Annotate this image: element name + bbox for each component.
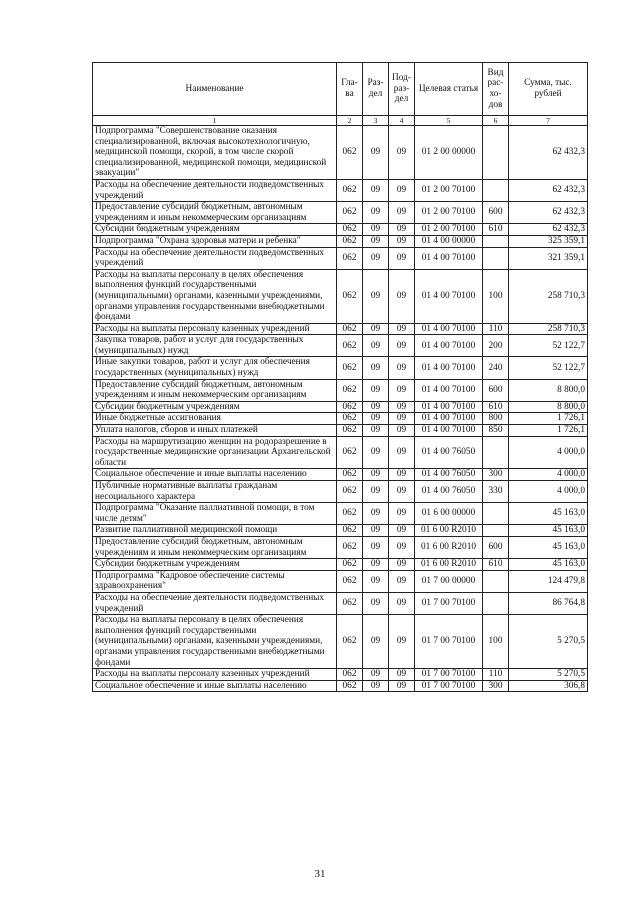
table-row bbox=[93, 615, 588, 669]
cell-sum: 62 432,3 bbox=[509, 224, 588, 236]
cell-podrazdel: 09 bbox=[389, 335, 415, 357]
cell-sum: 8 800,0 bbox=[509, 401, 588, 413]
cell-podrazdel: 09 bbox=[389, 615, 415, 669]
cell-sum: 52 122,7 bbox=[509, 335, 588, 357]
cell-glava: 062 bbox=[337, 401, 363, 413]
cell-vid: 600 bbox=[483, 379, 509, 401]
header-podrazdel: Под-раз-дел bbox=[389, 63, 415, 116]
cell-podrazdel: 09 bbox=[389, 269, 415, 323]
cell-razdel: 09 bbox=[363, 469, 389, 481]
cell-podrazdel: 09 bbox=[389, 525, 415, 537]
cell-podrazdel: 09 bbox=[389, 559, 415, 571]
table-row bbox=[93, 357, 588, 379]
cell-vid: 100 bbox=[483, 615, 509, 669]
cell-vid bbox=[483, 525, 509, 537]
cell-target: 01 4 00 76050 bbox=[415, 469, 483, 481]
cell-glava: 062 bbox=[337, 235, 363, 247]
cell-podrazdel: 09 bbox=[389, 202, 415, 224]
header-target: Целевая статья bbox=[415, 63, 483, 116]
table-row bbox=[93, 401, 588, 413]
table-row bbox=[93, 525, 588, 537]
cell-vid: 610 bbox=[483, 401, 509, 413]
cell-glava: 062 bbox=[337, 413, 363, 425]
cell-razdel: 09 bbox=[363, 224, 389, 236]
cell-podrazdel: 09 bbox=[389, 536, 415, 558]
table-row bbox=[93, 680, 588, 692]
cell-podrazdel: 09 bbox=[389, 179, 415, 201]
cell-target: 01 4 00 76050 bbox=[415, 481, 483, 503]
cell-name: Расходы на выплаты персоналу казенных учреждений bbox=[93, 323, 337, 335]
cell-razdel: 09 bbox=[363, 436, 389, 469]
cell-podrazdel: 09 bbox=[389, 357, 415, 379]
budget-table bbox=[92, 62, 588, 692]
cell-name: Закупка товаров, работ и услуг для государственных (муниципальных) нужд bbox=[93, 335, 337, 357]
table-row bbox=[93, 536, 588, 558]
cell-name: Подпрограмма "Охрана здоровья матери и ребенка" bbox=[93, 235, 337, 247]
table-row bbox=[93, 481, 588, 503]
cell-vid bbox=[483, 247, 509, 269]
cell-podrazdel: 09 bbox=[389, 401, 415, 413]
cell-podrazdel: 09 bbox=[389, 425, 415, 437]
table-row bbox=[93, 202, 588, 224]
cell-sum: 4 000,0 bbox=[509, 481, 588, 503]
cell-sum: 306,8 bbox=[509, 680, 588, 692]
cell-name: Субсидии бюджетным учреждениям bbox=[93, 401, 337, 413]
cell-razdel: 09 bbox=[363, 481, 389, 503]
column-number-row bbox=[93, 116, 588, 126]
cell-vid bbox=[483, 503, 509, 525]
table-row bbox=[93, 469, 588, 481]
cell-target: 01 4 00 70100 bbox=[415, 425, 483, 437]
table-row bbox=[93, 323, 588, 335]
cell-target: 01 6 00 R2010 bbox=[415, 536, 483, 558]
cell-target: 01 4 00 70100 bbox=[415, 401, 483, 413]
cell-glava: 062 bbox=[337, 379, 363, 401]
cell-glava: 062 bbox=[337, 669, 363, 681]
cell-name: Публичные нормативные выплаты гражданам несоциального характера bbox=[93, 481, 337, 503]
header-row bbox=[93, 63, 588, 116]
table-row bbox=[93, 379, 588, 401]
cell-sum: 124 479,8 bbox=[509, 570, 588, 592]
cell-sum: 258 710,3 bbox=[509, 323, 588, 335]
cell-vid bbox=[483, 126, 509, 180]
cell-razdel: 09 bbox=[363, 357, 389, 379]
cell-razdel: 09 bbox=[363, 570, 389, 592]
table-row bbox=[93, 592, 588, 614]
cell-podrazdel: 09 bbox=[389, 323, 415, 335]
cell-glava: 062 bbox=[337, 503, 363, 525]
cell-glava: 062 bbox=[337, 323, 363, 335]
cell-sum: 45 163,0 bbox=[509, 559, 588, 571]
table-row bbox=[93, 436, 588, 469]
cell-name: Предоставление субсидий бюджетным, автономным учреждениям и иным некоммерческим организациям bbox=[93, 536, 337, 558]
cell-glava: 062 bbox=[337, 570, 363, 592]
cell-razdel: 09 bbox=[363, 269, 389, 323]
cell-target: 01 4 00 70100 bbox=[415, 247, 483, 269]
cell-razdel: 09 bbox=[363, 179, 389, 201]
cell-target: 01 4 00 00000 bbox=[415, 235, 483, 247]
cell-name: Иные закупки товаров, работ и услуг для обеспечения государственных (муниципальных) нужд bbox=[93, 357, 337, 379]
cell-razdel: 09 bbox=[363, 680, 389, 692]
table-row bbox=[93, 570, 588, 592]
cell-razdel: 09 bbox=[363, 559, 389, 571]
cell-podrazdel: 09 bbox=[389, 247, 415, 269]
cell-sum: 62 432,3 bbox=[509, 179, 588, 201]
table-row bbox=[93, 247, 588, 269]
cell-razdel: 09 bbox=[363, 669, 389, 681]
header-sum: Сумма, тыс. рублей bbox=[509, 63, 588, 116]
cell-target: 01 4 00 70100 bbox=[415, 323, 483, 335]
cell-name: Социальное обеспечение и иные выплаты населению bbox=[93, 680, 337, 692]
cell-glava: 062 bbox=[337, 179, 363, 201]
cell-podrazdel: 09 bbox=[389, 481, 415, 503]
table-row bbox=[93, 425, 588, 437]
cell-target: 01 7 00 70100 bbox=[415, 592, 483, 614]
column-number: 5 bbox=[415, 116, 483, 126]
table-row bbox=[93, 559, 588, 571]
cell-name: Субсидии бюджетным учреждениям bbox=[93, 559, 337, 571]
cell-vid bbox=[483, 570, 509, 592]
cell-podrazdel: 09 bbox=[389, 436, 415, 469]
cell-vid: 600 bbox=[483, 536, 509, 558]
table-row bbox=[93, 269, 588, 323]
cell-vid: 610 bbox=[483, 224, 509, 236]
cell-sum: 258 710,3 bbox=[509, 269, 588, 323]
cell-glava: 062 bbox=[337, 615, 363, 669]
cell-podrazdel: 09 bbox=[389, 680, 415, 692]
cell-name: Социальное обеспечение и иные выплаты населению bbox=[93, 469, 337, 481]
cell-glava: 062 bbox=[337, 357, 363, 379]
table-row bbox=[93, 179, 588, 201]
cell-podrazdel: 09 bbox=[389, 379, 415, 401]
cell-name: Расходы на обеспечение деятельности подведомственных учреждений bbox=[93, 179, 337, 201]
cell-sum: 1 726,1 bbox=[509, 413, 588, 425]
cell-target: 01 6 00 R2010 bbox=[415, 559, 483, 571]
cell-podrazdel: 09 bbox=[389, 669, 415, 681]
cell-sum: 62 432,3 bbox=[509, 202, 588, 224]
cell-target: 01 4 00 70100 bbox=[415, 269, 483, 323]
cell-target: 01 7 00 70100 bbox=[415, 669, 483, 681]
cell-vid: 610 bbox=[483, 559, 509, 571]
cell-podrazdel: 09 bbox=[389, 469, 415, 481]
cell-glava: 062 bbox=[337, 592, 363, 614]
cell-vid: 300 bbox=[483, 469, 509, 481]
cell-razdel: 09 bbox=[363, 413, 389, 425]
table-row bbox=[93, 669, 588, 681]
cell-glava: 062 bbox=[337, 126, 363, 180]
cell-sum: 321 359,1 bbox=[509, 247, 588, 269]
cell-name: Подпрограмма "Совершенствование оказания специализированной, включая высокотехнологичную, медицинской помощи, скорой, в том числе скорой специализированной, медицинской помощи, медицинской эвакуации" bbox=[93, 126, 337, 180]
cell-target: 01 4 00 70100 bbox=[415, 413, 483, 425]
table-row bbox=[93, 503, 588, 525]
cell-glava: 062 bbox=[337, 202, 363, 224]
header-vid: Вид рас-хо-дов bbox=[483, 63, 509, 116]
header-glava: Гла-ва bbox=[337, 63, 363, 116]
cell-sum: 45 163,0 bbox=[509, 525, 588, 537]
cell-sum: 5 270,5 bbox=[509, 615, 588, 669]
cell-vid: 240 bbox=[483, 357, 509, 379]
cell-glava: 062 bbox=[337, 436, 363, 469]
cell-vid bbox=[483, 592, 509, 614]
cell-name: Подпрограмма "Кадровое обеспечение системы здравоохранения" bbox=[93, 570, 337, 592]
cell-vid: 110 bbox=[483, 323, 509, 335]
cell-sum: 45 163,0 bbox=[509, 536, 588, 558]
cell-target: 01 7 00 70100 bbox=[415, 615, 483, 669]
cell-glava: 062 bbox=[337, 469, 363, 481]
table-row bbox=[93, 335, 588, 357]
cell-razdel: 09 bbox=[363, 536, 389, 558]
cell-vid: 300 bbox=[483, 680, 509, 692]
cell-podrazdel: 09 bbox=[389, 413, 415, 425]
cell-razdel: 09 bbox=[363, 425, 389, 437]
cell-target: 01 2 00 70100 bbox=[415, 179, 483, 201]
cell-razdel: 09 bbox=[363, 525, 389, 537]
cell-sum: 5 270,5 bbox=[509, 669, 588, 681]
header-razdel: Раз-дел bbox=[363, 63, 389, 116]
cell-target: 01 6 00 R2010 bbox=[415, 525, 483, 537]
header-name: Наименование bbox=[93, 63, 337, 116]
cell-glava: 062 bbox=[337, 269, 363, 323]
column-number: 6 bbox=[483, 116, 509, 126]
cell-vid: 600 bbox=[483, 202, 509, 224]
column-number: 3 bbox=[363, 116, 389, 126]
cell-name: Уплата налогов, сборов и иных платежей bbox=[93, 425, 337, 437]
cell-name: Развитие паллиативной медицинской помощи bbox=[93, 525, 337, 537]
cell-sum: 4 000,0 bbox=[509, 436, 588, 469]
cell-sum: 8 800,0 bbox=[509, 379, 588, 401]
cell-target: 01 2 00 70100 bbox=[415, 202, 483, 224]
cell-glava: 062 bbox=[337, 425, 363, 437]
cell-glava: 062 bbox=[337, 481, 363, 503]
cell-target: 01 2 00 70100 bbox=[415, 224, 483, 236]
cell-name: Расходы на выплаты персоналу казенных учреждений bbox=[93, 669, 337, 681]
cell-sum: 1 726,1 bbox=[509, 425, 588, 437]
cell-razdel: 09 bbox=[363, 126, 389, 180]
cell-name: Расходы на выплаты персоналу в целях обеспечения выполнения функций государственными (муниципальными) органами, казенными учреждениями, органами управления государственными внебюджетными фондами bbox=[93, 269, 337, 323]
cell-razdel: 09 bbox=[363, 615, 389, 669]
cell-sum: 52 122,7 bbox=[509, 357, 588, 379]
cell-razdel: 09 bbox=[363, 323, 389, 335]
cell-glava: 062 bbox=[337, 525, 363, 537]
cell-podrazdel: 09 bbox=[389, 503, 415, 525]
table-row bbox=[93, 224, 588, 236]
cell-target: 01 4 00 70100 bbox=[415, 379, 483, 401]
column-number: 7 bbox=[509, 116, 588, 126]
cell-target: 01 4 00 76050 bbox=[415, 436, 483, 469]
cell-razdel: 09 bbox=[363, 503, 389, 525]
page-number: 31 bbox=[314, 868, 326, 880]
cell-vid: 200 bbox=[483, 335, 509, 357]
cell-razdel: 09 bbox=[363, 202, 389, 224]
cell-podrazdel: 09 bbox=[389, 126, 415, 180]
cell-razdel: 09 bbox=[363, 335, 389, 357]
cell-vid: 110 bbox=[483, 669, 509, 681]
cell-razdel: 09 bbox=[363, 235, 389, 247]
cell-name: Расходы на обеспечение деятельности подведомственных учреждений bbox=[93, 247, 337, 269]
cell-vid bbox=[483, 235, 509, 247]
cell-vid: 850 bbox=[483, 425, 509, 437]
cell-vid: 100 bbox=[483, 269, 509, 323]
cell-name: Субсидии бюджетным учреждениям bbox=[93, 224, 337, 236]
cell-podrazdel: 09 bbox=[389, 592, 415, 614]
cell-razdel: 09 bbox=[363, 592, 389, 614]
column-number: 4 bbox=[389, 116, 415, 126]
cell-razdel: 09 bbox=[363, 247, 389, 269]
table-row bbox=[93, 413, 588, 425]
cell-name: Предоставление субсидий бюджетным, автономным учреждениям и иным некоммерческим организациям bbox=[93, 379, 337, 401]
cell-razdel: 09 bbox=[363, 401, 389, 413]
cell-vid: 330 bbox=[483, 481, 509, 503]
cell-podrazdel: 09 bbox=[389, 570, 415, 592]
cell-podrazdel: 09 bbox=[389, 235, 415, 247]
cell-glava: 062 bbox=[337, 224, 363, 236]
cell-podrazdel: 09 bbox=[389, 224, 415, 236]
cell-target: 01 2 00 00000 bbox=[415, 126, 483, 180]
cell-vid bbox=[483, 436, 509, 469]
cell-target: 01 7 00 70100 bbox=[415, 680, 483, 692]
cell-name: Расходы на маршрутизацию женщин на родоразрешение в государственные медицинские организации Архангельской области bbox=[93, 436, 337, 469]
cell-vid bbox=[483, 179, 509, 201]
cell-sum: 325 359,1 bbox=[509, 235, 588, 247]
cell-target: 01 4 00 70100 bbox=[415, 335, 483, 357]
cell-name: Подпрограмма "Оказание паллиативной помощи, в том числе детям" bbox=[93, 503, 337, 525]
cell-vid: 800 bbox=[483, 413, 509, 425]
table-row bbox=[93, 235, 588, 247]
cell-target: 01 7 00 00000 bbox=[415, 570, 483, 592]
cell-name: Иные бюджетные ассигнования bbox=[93, 413, 337, 425]
table-body bbox=[93, 126, 588, 692]
cell-sum: 4 000,0 bbox=[509, 469, 588, 481]
cell-sum: 86 764,8 bbox=[509, 592, 588, 614]
cell-name: Расходы на обеспечение деятельности подведомственных учреждений bbox=[93, 592, 337, 614]
cell-razdel: 09 bbox=[363, 379, 389, 401]
cell-glava: 062 bbox=[337, 536, 363, 558]
cell-sum: 45 163,0 bbox=[509, 503, 588, 525]
cell-glava: 062 bbox=[337, 247, 363, 269]
column-number: 1 bbox=[93, 116, 337, 126]
cell-sum: 62 432,3 bbox=[509, 126, 588, 180]
cell-name: Расходы на выплаты персоналу в целях обеспечения выполнения функций государственными (муниципальными) органами, казенными учреждениями, органами управления государственными внебюджетными фондами bbox=[93, 615, 337, 669]
cell-target: 01 4 00 70100 bbox=[415, 357, 483, 379]
column-number: 2 bbox=[337, 116, 363, 126]
cell-glava: 062 bbox=[337, 680, 363, 692]
table-row bbox=[93, 126, 588, 180]
cell-glava: 062 bbox=[337, 559, 363, 571]
cell-target: 01 6 00 00000 bbox=[415, 503, 483, 525]
cell-name: Предоставление субсидий бюджетным, автономным учреждениям и иным некоммерческим организациям bbox=[93, 202, 337, 224]
cell-glava: 062 bbox=[337, 335, 363, 357]
